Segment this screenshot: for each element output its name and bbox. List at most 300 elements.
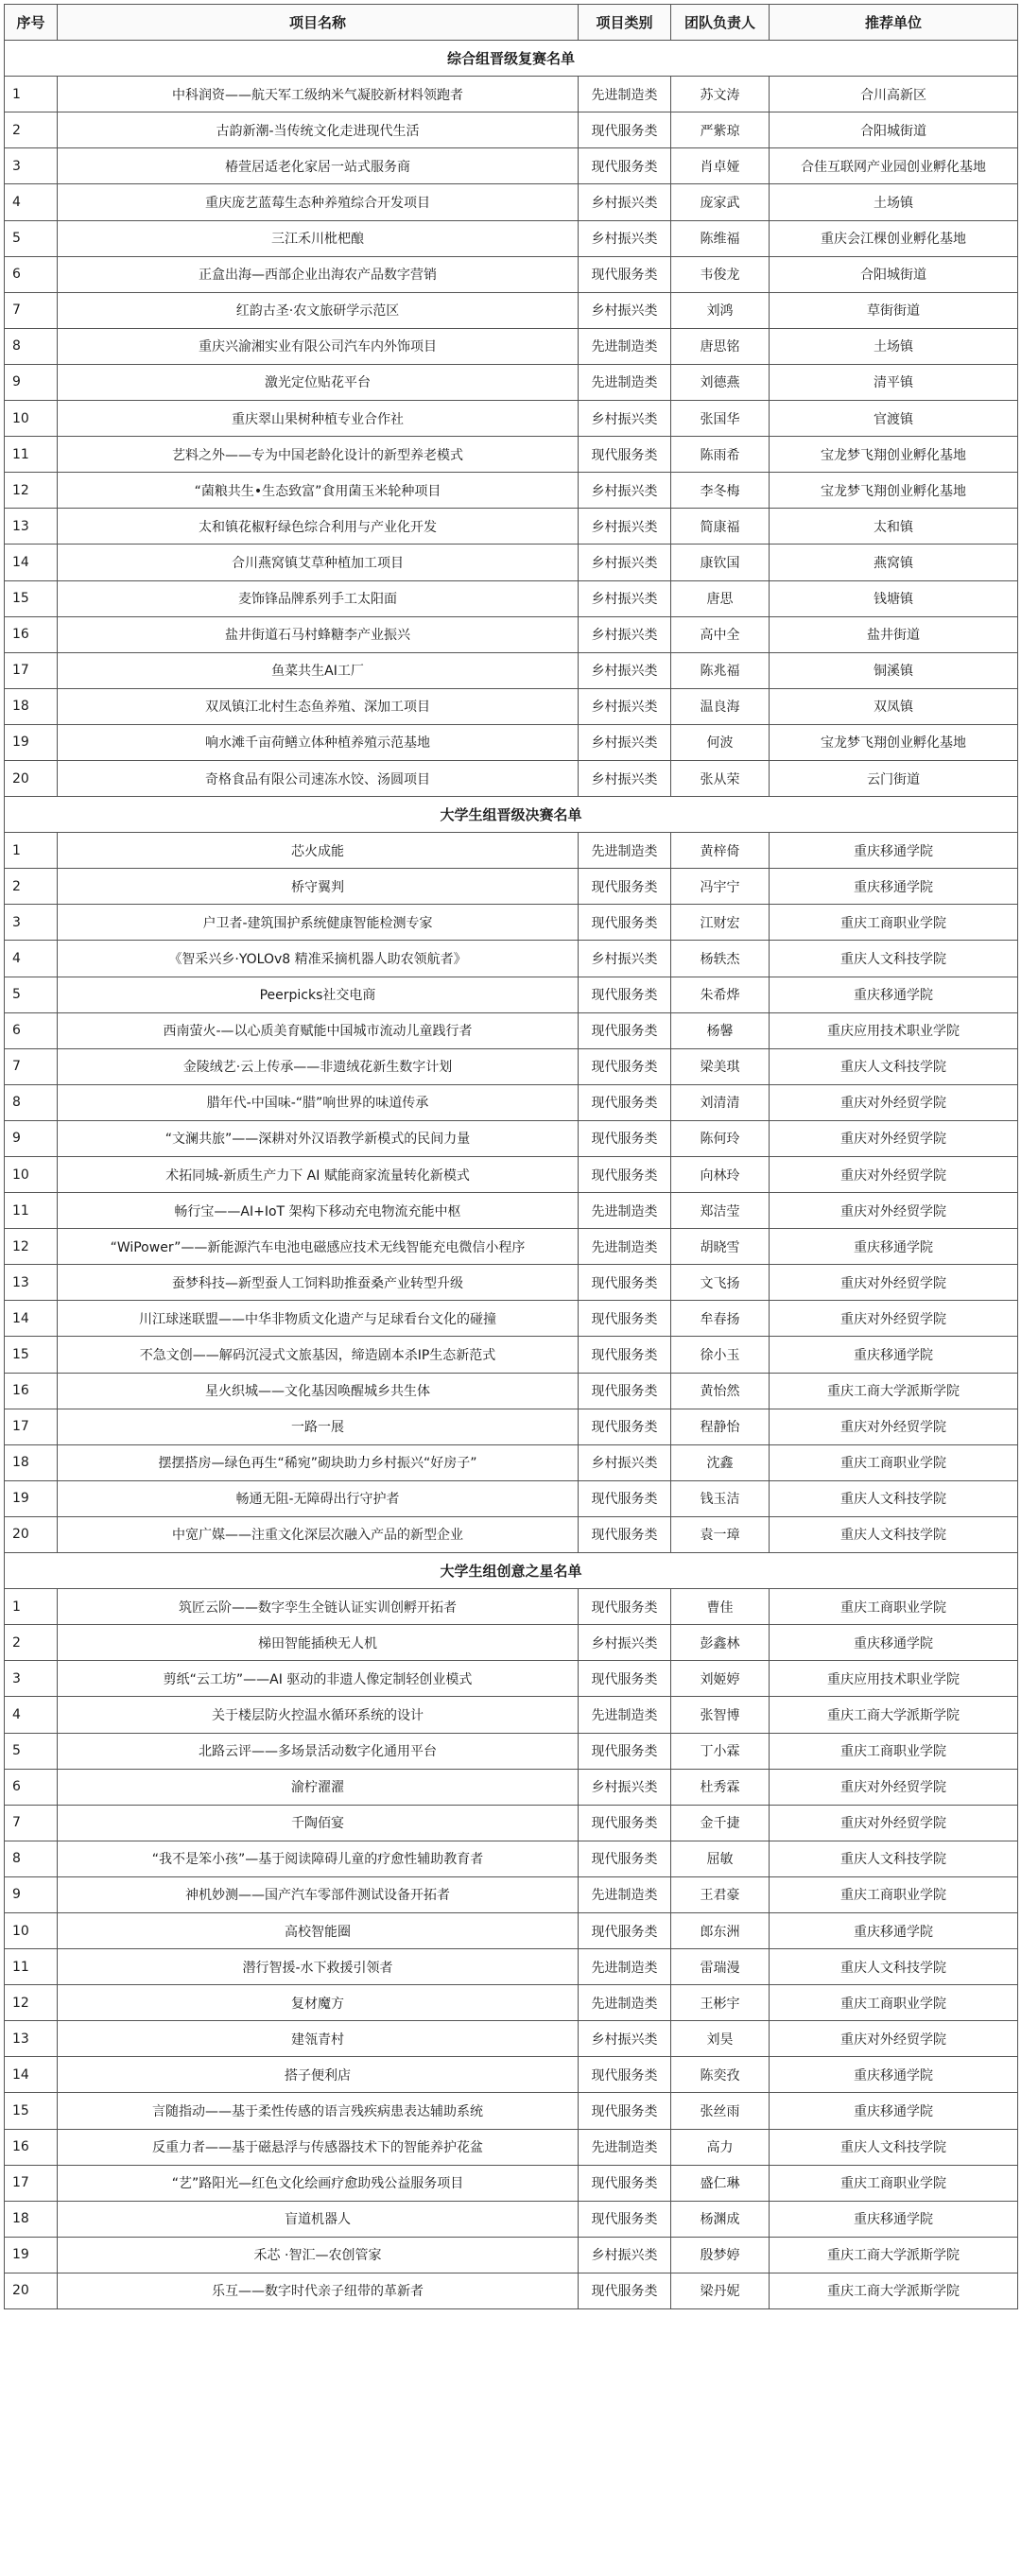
row-number: 6 [5, 256, 58, 292]
recommending-unit: 宝龙梦飞翔创业孵化基地 [770, 437, 1018, 473]
row-number: 7 [5, 1805, 58, 1841]
project-name: “艺”路阳光—红色文化绘画疗愈助残公益服务项目 [58, 2165, 579, 2201]
project-category: 现代服务类 [579, 1265, 671, 1301]
row-number: 12 [5, 1985, 58, 2021]
recommending-unit: 燕窝镇 [770, 545, 1018, 580]
project-name: 千陶佰宴 [58, 1805, 579, 1841]
project-category: 现代服务类 [579, 1012, 671, 1048]
project-category: 现代服务类 [579, 1912, 671, 1948]
table-row [5, 184, 1018, 220]
table-row [5, 112, 1018, 148]
project-category: 先进制造类 [579, 328, 671, 364]
table-row [5, 1697, 1018, 1733]
recommending-unit: 重庆人文科技学院 [770, 1480, 1018, 1516]
project-name: 关于楼层防火控温水循环系统的设计 [58, 1697, 579, 1733]
recommending-unit: 重庆工商大学派斯学院 [770, 2237, 1018, 2273]
project-category: 现代服务类 [579, 869, 671, 905]
recommending-unit: 重庆工商职业学院 [770, 905, 1018, 941]
row-number: 10 [5, 1912, 58, 1948]
table-row [5, 1409, 1018, 1444]
table-row [5, 724, 1018, 760]
table-row [5, 869, 1018, 905]
row-number: 18 [5, 2201, 58, 2237]
project-category: 乡村振兴类 [579, 184, 671, 220]
row-number: 19 [5, 2237, 58, 2273]
row-number: 8 [5, 328, 58, 364]
recommending-unit: 重庆工商职业学院 [770, 1589, 1018, 1625]
project-category: 乡村振兴类 [579, 473, 671, 509]
project-name: 西南萤火-—以心质美育赋能中国城市流动儿童践行者 [58, 1012, 579, 1048]
table-header-row [5, 5, 1018, 41]
table-row [5, 545, 1018, 580]
team-leader: 陈兆福 [671, 652, 770, 688]
team-leader: 唐思铭 [671, 328, 770, 364]
project-category: 乡村振兴类 [579, 220, 671, 256]
recommending-unit: 重庆对外经贸学院 [770, 1120, 1018, 1156]
team-leader: 袁一璋 [671, 1516, 770, 1552]
team-leader: 江财宏 [671, 905, 770, 941]
recommending-unit: 重庆移通学院 [770, 1337, 1018, 1373]
table-row [5, 292, 1018, 328]
project-category: 现代服务类 [579, 256, 671, 292]
project-category: 乡村振兴类 [579, 401, 671, 437]
recommending-unit: 合阳城街道 [770, 256, 1018, 292]
project-name: 鱼菜共生AI工厂 [58, 652, 579, 688]
section-title: 大学生组晋级决赛名单 [5, 797, 1018, 833]
table-row [5, 1301, 1018, 1337]
team-leader: 苏文涛 [671, 77, 770, 112]
team-leader: 牟春扬 [671, 1301, 770, 1337]
project-name: “菌粮共生•生态致富”食用菌玉米轮种项目 [58, 473, 579, 509]
project-name: 激光定位贴花平台 [58, 364, 579, 400]
table-row [5, 1084, 1018, 1120]
project-name: 金陵绒艺·云上传承——非遗绒花新生数字计划 [58, 1048, 579, 1084]
project-category: 乡村振兴类 [579, 545, 671, 580]
project-category: 现代服务类 [579, 1157, 671, 1193]
recommending-unit: 重庆对外经贸学院 [770, 1265, 1018, 1301]
project-name: 双凤镇江北村生态鱼养殖、深加工项目 [58, 688, 579, 724]
project-name: 正盒出海—西部企业出海农产品数字营销 [58, 256, 579, 292]
team-leader: 陈维福 [671, 220, 770, 256]
team-leader: 沈鑫 [671, 1444, 770, 1480]
recommending-unit: 太和镇 [770, 509, 1018, 545]
project-category: 现代服务类 [579, 977, 671, 1012]
team-leader: 梁丹妮 [671, 2273, 770, 2308]
row-number: 9 [5, 364, 58, 400]
team-leader: 胡晓雪 [671, 1229, 770, 1265]
recommending-unit: 重庆对外经贸学院 [770, 2021, 1018, 2057]
section-title-row [5, 1553, 1018, 1589]
recommending-unit: 铜溪镇 [770, 652, 1018, 688]
project-category: 先进制造类 [579, 1193, 671, 1229]
recommending-unit: 重庆人文科技学院 [770, 1516, 1018, 1552]
table-row [5, 2237, 1018, 2273]
table-row [5, 1912, 1018, 1948]
team-leader: 王君豪 [671, 1876, 770, 1912]
project-category: 现代服务类 [579, 1301, 671, 1337]
project-name: 桥守翼判 [58, 869, 579, 905]
recommending-unit: 草街街道 [770, 292, 1018, 328]
project-name: 言随指动——基于柔性传感的语言残疾病患表达辅助系统 [58, 2093, 579, 2129]
recommending-unit: 重庆工商大学派斯学院 [770, 2273, 1018, 2308]
project-category: 先进制造类 [579, 1697, 671, 1733]
table-row [5, 148, 1018, 184]
project-category: 现代服务类 [579, 112, 671, 148]
project-category: 先进制造类 [579, 833, 671, 869]
team-leader: 康钦国 [671, 545, 770, 580]
table-row [5, 509, 1018, 545]
section-title-row [5, 797, 1018, 833]
project-name: 合川燕窝镇艾草种植加工项目 [58, 545, 579, 580]
table-row [5, 77, 1018, 112]
row-number: 16 [5, 1373, 58, 1409]
table-row [5, 1841, 1018, 1876]
recommending-unit: 重庆人文科技学院 [770, 1949, 1018, 1985]
project-name: 蚕梦科技—新型蚕人工饲料助推蚕桑产业转型升级 [58, 1265, 579, 1301]
team-leader: 刘清清 [671, 1084, 770, 1120]
project-name: 畅行宝——AI+IoT 架构下移动充电物流充能中枢 [58, 1193, 579, 1229]
row-number: 13 [5, 2021, 58, 2057]
row-number: 3 [5, 148, 58, 184]
table-row [5, 1265, 1018, 1301]
recommending-unit: 重庆对外经贸学院 [770, 1409, 1018, 1444]
project-category: 乡村振兴类 [579, 292, 671, 328]
recommending-unit: 合川高新区 [770, 77, 1018, 112]
table-row [5, 2201, 1018, 2237]
table-row [5, 1769, 1018, 1805]
team-leader: 刘姬婷 [671, 1661, 770, 1697]
header-category: 项目类别 [579, 5, 671, 41]
project-category: 先进制造类 [579, 77, 671, 112]
section-title-row [5, 41, 1018, 77]
project-name: 古韵新潮-当传统文化走进现代生活 [58, 112, 579, 148]
team-leader: 何波 [671, 724, 770, 760]
row-number: 15 [5, 1337, 58, 1373]
row-number: 5 [5, 220, 58, 256]
recommending-unit: 合阳城街道 [770, 112, 1018, 148]
team-leader: 盛仁琳 [671, 2165, 770, 2201]
project-category: 现代服务类 [579, 1805, 671, 1841]
recommending-unit: 重庆工商大学派斯学院 [770, 1373, 1018, 1409]
project-name: 剪纸“云工坊”——AI 驱动的非遗人像定制轻创业模式 [58, 1661, 579, 1697]
table-row [5, 1876, 1018, 1912]
recommending-unit: 盐井街道 [770, 616, 1018, 652]
recommending-unit: 重庆人文科技学院 [770, 2129, 1018, 2165]
table-row [5, 1805, 1018, 1841]
project-category: 先进制造类 [579, 1949, 671, 1985]
recommending-unit: 宝龙梦飞翔创业孵化基地 [770, 473, 1018, 509]
team-leader: 高中全 [671, 616, 770, 652]
project-name: “我不是笨小孩”—基于阅读障碍儿童的疗愈性辅助教育者 [58, 1841, 579, 1876]
project-name: 神机妙测——国产汽车零部件测试设备开拓者 [58, 1876, 579, 1912]
recommending-unit: 重庆工商大学派斯学院 [770, 1697, 1018, 1733]
team-leader: 陈何玲 [671, 1120, 770, 1156]
row-number: 2 [5, 1625, 58, 1661]
row-number: 8 [5, 1841, 58, 1876]
team-leader: 陈雨希 [671, 437, 770, 473]
table-row [5, 1985, 1018, 2021]
project-category: 乡村振兴类 [579, 616, 671, 652]
team-leader: 丁小霖 [671, 1733, 770, 1769]
header-leader: 团队负责人 [671, 5, 770, 41]
table-row [5, 2165, 1018, 2201]
table-row [5, 616, 1018, 652]
row-number: 1 [5, 77, 58, 112]
table-row [5, 328, 1018, 364]
row-number: 15 [5, 2093, 58, 2129]
team-leader: 杨轶杰 [671, 941, 770, 977]
team-leader: 李冬梅 [671, 473, 770, 509]
project-category: 乡村振兴类 [579, 652, 671, 688]
table-row [5, 364, 1018, 400]
project-category: 乡村振兴类 [579, 688, 671, 724]
row-number: 19 [5, 1480, 58, 1516]
project-category: 现代服务类 [579, 1480, 671, 1516]
table-row [5, 580, 1018, 616]
team-leader: 严紫琼 [671, 112, 770, 148]
project-name: 艺料之外——专为中国老龄化设计的新型养老模式 [58, 437, 579, 473]
project-category: 现代服务类 [579, 2165, 671, 2201]
row-number: 14 [5, 2057, 58, 2093]
project-category: 先进制造类 [579, 364, 671, 400]
project-category: 乡村振兴类 [579, 2021, 671, 2057]
recommending-unit: 宝龙梦飞翔创业孵化基地 [770, 724, 1018, 760]
row-number: 10 [5, 1157, 58, 1193]
table-row [5, 1373, 1018, 1409]
project-name: 不急文创——解码沉浸式文旅基因，缔造剧本杀IP生态新范式 [58, 1337, 579, 1373]
project-name: 重庆翠山果树种植专业合作社 [58, 401, 579, 437]
project-name: 中科润资——航天军工级纳米气凝胶新材料领跑者 [58, 77, 579, 112]
recommending-unit: 重庆工商职业学院 [770, 2165, 1018, 2201]
project-category: 现代服务类 [579, 1733, 671, 1769]
team-leader: 韦俊龙 [671, 256, 770, 292]
project-category: 现代服务类 [579, 2273, 671, 2308]
project-name: “WiPower”——新能源汽车电池电磁感应技术无线智能充电微信小程序 [58, 1229, 579, 1265]
row-number: 12 [5, 473, 58, 509]
recommending-unit: 重庆工商职业学院 [770, 1444, 1018, 1480]
project-name: 搭子便利店 [58, 2057, 579, 2093]
project-name: 乐互——数字时代亲子纽带的革新者 [58, 2273, 579, 2308]
row-number: 4 [5, 184, 58, 220]
recommending-unit: 重庆移通学院 [770, 1912, 1018, 1948]
team-leader: 杨馨 [671, 1012, 770, 1048]
project-category: 乡村振兴类 [579, 1625, 671, 1661]
project-name: 《智采兴乡·YOLOv8 精准采摘机器人助农领航者》 [58, 941, 579, 977]
team-leader: 向林玲 [671, 1157, 770, 1193]
project-category: 现代服务类 [579, 1841, 671, 1876]
table-row [5, 1516, 1018, 1552]
row-number: 3 [5, 1661, 58, 1697]
table-row [5, 1157, 1018, 1193]
table-row [5, 1444, 1018, 1480]
row-number: 7 [5, 1048, 58, 1084]
team-leader: 朱希烨 [671, 977, 770, 1012]
project-name: 中宽广媒——注重文化深层次融入产品的新型企业 [58, 1516, 579, 1552]
recommending-unit: 钱塘镇 [770, 580, 1018, 616]
project-name: 北路云评——多场景活动数字化通用平台 [58, 1733, 579, 1769]
table-row [5, 1337, 1018, 1373]
project-name: 户卫者-建筑围护系统健康智能检测专家 [58, 905, 579, 941]
project-name: 梯田智能插秧无人机 [58, 1625, 579, 1661]
team-leader: 钱玉洁 [671, 1480, 770, 1516]
recommending-unit: 重庆移通学院 [770, 977, 1018, 1012]
recommending-unit: 重庆人文科技学院 [770, 1048, 1018, 1084]
project-name: 腊年代-中国味-“腊”响世界的味道传承 [58, 1084, 579, 1120]
table-row [5, 256, 1018, 292]
table-row [5, 1120, 1018, 1156]
recommending-unit: 重庆移通学院 [770, 2057, 1018, 2093]
table-row [5, 760, 1018, 796]
team-leader: 彭鑫林 [671, 1625, 770, 1661]
row-number: 7 [5, 292, 58, 328]
row-number: 16 [5, 616, 58, 652]
project-name: 三江禾川枇杷酿 [58, 220, 579, 256]
project-name: 渝柠濯濯 [58, 1769, 579, 1805]
recommending-unit: 重庆对外经贸学院 [770, 1157, 1018, 1193]
row-number: 18 [5, 1444, 58, 1480]
row-number: 11 [5, 437, 58, 473]
team-leader: 殷梦婷 [671, 2237, 770, 2273]
project-name: 太和镇花椒籽绿色综合利用与产业化开发 [58, 509, 579, 545]
project-name: 一路一展 [58, 1409, 579, 1444]
project-category: 现代服务类 [579, 905, 671, 941]
recommending-unit: 重庆人文科技学院 [770, 1841, 1018, 1876]
recommending-unit: 重庆工商职业学院 [770, 1876, 1018, 1912]
project-category: 乡村振兴类 [579, 1769, 671, 1805]
row-number: 20 [5, 1516, 58, 1552]
row-number: 8 [5, 1084, 58, 1120]
recommending-unit: 重庆对外经贸学院 [770, 1084, 1018, 1120]
team-leader: 曹佳 [671, 1589, 770, 1625]
recommending-unit: 重庆人文科技学院 [770, 941, 1018, 977]
project-name: 响水滩千亩荷鳝立体种植养殖示范基地 [58, 724, 579, 760]
row-number: 2 [5, 112, 58, 148]
table-body [5, 41, 1018, 2309]
team-leader: 刘德燕 [671, 364, 770, 400]
row-number: 4 [5, 1697, 58, 1733]
project-name: 椿萱居适老化家居一站式服务商 [58, 148, 579, 184]
row-number: 1 [5, 833, 58, 869]
row-number: 2 [5, 869, 58, 905]
results-table [4, 4, 1018, 2309]
project-name: 术拓同城-新质生产力下 AI 赋能商家流量转化新模式 [58, 1157, 579, 1193]
row-number: 19 [5, 724, 58, 760]
project-name: 盐井街道石马村蜂糖李产业振兴 [58, 616, 579, 652]
team-leader: 郑洁莹 [671, 1193, 770, 1229]
table-row [5, 1625, 1018, 1661]
project-category: 现代服务类 [579, 2093, 671, 2129]
team-leader: 高力 [671, 2129, 770, 2165]
project-name: 盲道机器人 [58, 2201, 579, 2237]
table-row [5, 473, 1018, 509]
team-leader: 雷瑞漫 [671, 1949, 770, 1985]
section-title: 综合组晋级复赛名单 [5, 41, 1018, 77]
table-row [5, 1589, 1018, 1625]
row-number: 20 [5, 760, 58, 796]
team-leader: 黄梓倚 [671, 833, 770, 869]
table-row [5, 401, 1018, 437]
project-name: 筑匠云阶——数字孪生全链认证实训创孵开拓者 [58, 1589, 579, 1625]
project-category: 乡村振兴类 [579, 2237, 671, 2273]
project-category: 现代服务类 [579, 1661, 671, 1697]
table-row [5, 2057, 1018, 2093]
project-category: 现代服务类 [579, 1589, 671, 1625]
project-category: 乡村振兴类 [579, 1444, 671, 1480]
project-category: 现代服务类 [579, 1048, 671, 1084]
row-number: 14 [5, 1301, 58, 1337]
project-category: 现代服务类 [579, 437, 671, 473]
recommending-unit: 重庆对外经贸学院 [770, 1769, 1018, 1805]
project-category: 乡村振兴类 [579, 760, 671, 796]
team-leader: 唐思 [671, 580, 770, 616]
row-number: 20 [5, 2273, 58, 2308]
row-number: 13 [5, 1265, 58, 1301]
team-leader: 陈奕孜 [671, 2057, 770, 2093]
team-leader: 简康福 [671, 509, 770, 545]
project-name: 潜行智援-水下救援引领者 [58, 1949, 579, 1985]
row-number: 10 [5, 401, 58, 437]
team-leader: 刘昊 [671, 2021, 770, 2057]
recommending-unit: 重庆移通学院 [770, 2093, 1018, 2129]
team-leader: 杨渊成 [671, 2201, 770, 2237]
project-category: 现代服务类 [579, 1084, 671, 1120]
recommending-unit: 土场镇 [770, 328, 1018, 364]
project-name: 川江球迷联盟——中华非物质文化遗产与足球看台文化的碰撞 [58, 1301, 579, 1337]
team-leader: 杜秀霖 [671, 1769, 770, 1805]
recommending-unit: 重庆工商职业学院 [770, 1985, 1018, 2021]
recommending-unit: 重庆对外经贸学院 [770, 1301, 1018, 1337]
project-name: 高校智能圈 [58, 1912, 579, 1948]
project-category: 先进制造类 [579, 1876, 671, 1912]
row-number: 13 [5, 509, 58, 545]
row-number: 9 [5, 1120, 58, 1156]
project-category: 现代服务类 [579, 2201, 671, 2237]
row-number: 11 [5, 1193, 58, 1229]
project-name: 重庆庞艺蓝莓生态种养殖综合开发项目 [58, 184, 579, 220]
table-row [5, 1229, 1018, 1265]
team-leader: 庞家武 [671, 184, 770, 220]
table-row [5, 1661, 1018, 1697]
project-name: 麦饰锋品牌系列手工太阳面 [58, 580, 579, 616]
recommending-unit: 重庆会江棵创业孵化基地 [770, 220, 1018, 256]
table-row [5, 905, 1018, 941]
row-number: 16 [5, 2129, 58, 2165]
recommending-unit: 重庆移通学院 [770, 1625, 1018, 1661]
row-number: 6 [5, 1012, 58, 1048]
row-number: 3 [5, 905, 58, 941]
row-number: 9 [5, 1876, 58, 1912]
team-leader: 文飞扬 [671, 1265, 770, 1301]
row-number: 17 [5, 2165, 58, 2201]
team-leader: 刘鸿 [671, 292, 770, 328]
table-row [5, 833, 1018, 869]
project-category: 现代服务类 [579, 1373, 671, 1409]
project-category: 现代服务类 [579, 2057, 671, 2093]
project-name: “文澜共旅”——深耕对外汉语教学新模式的民间力量 [58, 1120, 579, 1156]
recommending-unit: 合佳互联网产业园创业孵化基地 [770, 148, 1018, 184]
recommending-unit: 双凤镇 [770, 688, 1018, 724]
row-number: 5 [5, 977, 58, 1012]
project-name: 芯火成能 [58, 833, 579, 869]
row-number: 12 [5, 1229, 58, 1265]
table-row [5, 220, 1018, 256]
row-number: 17 [5, 1409, 58, 1444]
project-name: 建瓴青村 [58, 2021, 579, 2057]
table-row [5, 1480, 1018, 1516]
table-row [5, 2021, 1018, 2057]
recommending-unit: 官渡镇 [770, 401, 1018, 437]
table-row [5, 1012, 1018, 1048]
